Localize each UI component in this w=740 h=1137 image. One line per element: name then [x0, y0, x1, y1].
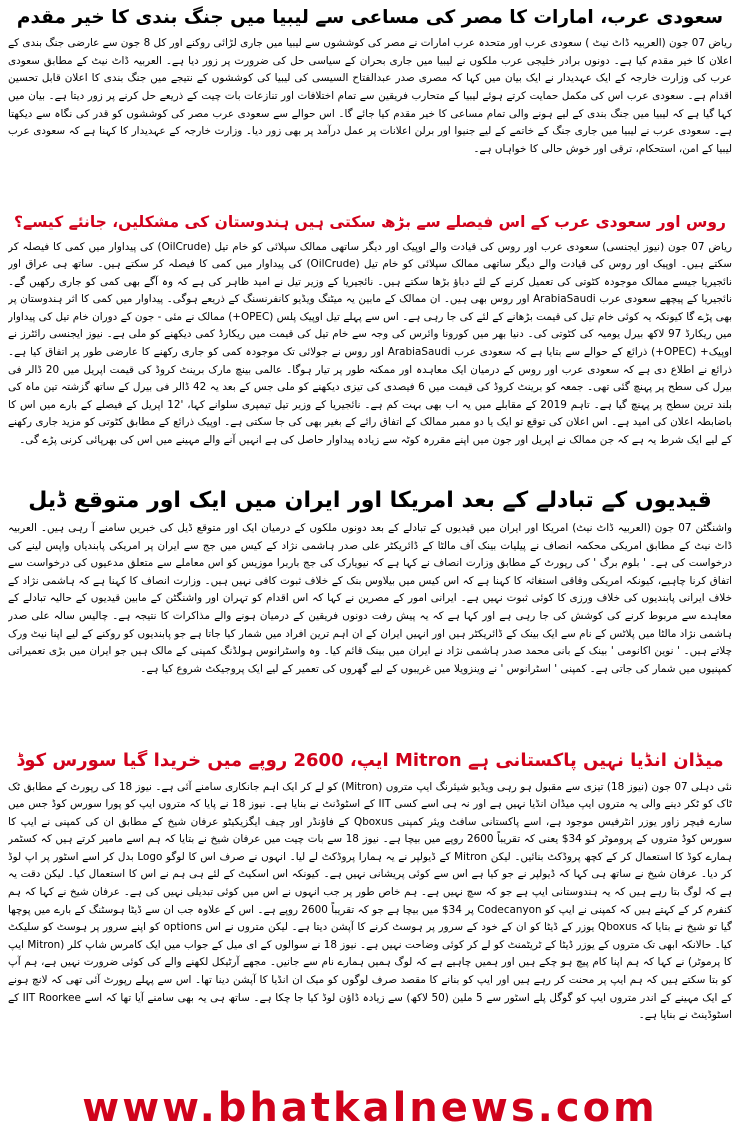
article-headline: قیدیوں کے تبادلے کے بعد امریکا اور ایران میں ایک اور متوقع ڈیل — [28, 487, 712, 513]
article-body: نئی دہلی 07 جون (نیوز 18) تیزی سے مقبول ہو رہی ویڈیو شیئرنگ ایپ متروں (Mitron) کو لے کر ایک اہم جانکاری سامنے آئی ہے۔ نیوز 18 کی رپورٹ کے مطابق ٹک ٹاک کو ٹکر دینے والی یہ متروں ایپ میڈان انڈیا نہیں ہے اور نہ ہی اسے کسی IIT کے اسٹوڈنٹ نے بنایا ہے۔ نیوز 18 نے پایا کہ متروں ایپ کو پورا سورس کوڈ جس میں سارے فیچر زاور یوزر انٹرفیس موجود ہے، اسے پاکستانی سافٹ ویئر کمپنی Qboxus کے فاؤنڈر اور چیف ایگزیکیٹو عرفان شیخ کے مطابق ان کی کمپنی نے ایپ کا سورس کوڈ متروں کے پروموٹر کو 34$ یعنی کہ تقریباً 2600 روپے میں بیچا ہے۔ نیوز 18 سے بات چیت میں عرفان شیخ نے بتایا کہ ہم اسے مامیر کرتے ہیں کہ کسٹمر ہمارے کوڈ کا استعمال کر کے کچھ پروڈکٹ بنائیں۔ لیکن Mitron کے ڈیولپر نے یہ ہمارا پروڈکٹ لے لیا۔ انہوں نے صرف اس کا لوگو Logo بدل کر اسے اسٹور پر اپ لوڈ کر دیا۔ عرفان شیخ نے ساتھ ہی کہا کہ ڈیولپر نے جو کیا ہے اس سے کوئی پریشانی نہیں ہے۔ کیونکہ اس اسکیٹ کے لئے ہی ہم نے اس کا استعمال کیا۔ لیکن دقت یہ ہے کہ لوگ بتا رہے ہیں کہ یہ ہندوستانی ایپ ہے جو کہ سچ نہیں ہے۔ ہم خاص طور پر جب انہوں نے اس میں کوئی تبدیلی نہیں کی ہے۔ عرفان شیخ نے کہا کہ ہم کنفرم کر کے کہتے ہیں کہ کمپنی نے ایپ کو Codecanyon پر 34$ میں بیچا ہے جو کہ تقریباً 2600 روپے ہے۔ اس کے علاوہ جب ان سے ڈیٹا ہوسٹنگ کے بارے میں پوچھا گیا تو شیخ نے بتایا کہ Qboxus یوزر کے ڈیٹا کو ان کے خود کے سرور پر ہوسٹ کرنے کا آپشن دیتا ہے۔ لیکن متروں نے اس options کو اپنے سرور پر ہوسٹ کو سلیکٹ کیا۔ حالانکہ ابھی تک متروں کے یوزر ڈیٹا کے ٹریٹمنٹ کو لے کر کوئی وضاحت نہیں ہے۔ نیوز 18 نے سوالوں کے ای میل کے جواب میں ایک کامرس شاپ کلر (Mitron ایپ کا پرموٹر) نے کہا کہ ہم اپنا کام پیچ ہو چکے ہیں اور ہمیں چاہیے ہے کہ لوگ ہمیں ہمارے نام سے جانیں۔ مجھے آرٹیکل لکھنے والے کی کوئی ضرورت نہیں ہے، ہم آپ کو بتا سکتے ہیں کہ ہم ایپ پر محنت کر رہے ہیں اور ایپ کو بنانے کا مقصد صرف لوگوں کو میک ان انڈیا کا آپشن دینا تھا۔ اس سے پہلے رپورٹ آئی تھی کہ لانچ ہونے کے ایک مہینے کے اندر متروں ایپ کو گوگل پلے اسٹور سے 5 ملین (50 لاکھ) سے زیادہ ڈاؤن لوڈ کیا جا چکا ہے۔ ساتھ ہی یہ بھی سامنے آیا تھا کہ اسے IIT Roorkee کے اسٹوڈینٹ نے بنایا ہے۔ — [8, 780, 732, 1022]
article-headline: سعودی عرب، امارات کا مصر کی مساعی سے لیبیا میں جنگ بندی کا خیر مقدم — [16, 7, 724, 28]
article-body: واشنگٹن 07 جون (العربیہ ڈاٹ نیٹ) امریکا اور ایران میں قیدیوں کے تبادلے کے بعد دونوں ملکوں کے درمیان ایک اور متوقع ڈیل کی خبریں سامنے آ رہی ہیں۔ العربیہ ڈاٹ نیٹ کے مطابق امریکی محکمہ انصاف نے پیلیات بینک آف مالٹا کے ڈائریکٹر علی صدر ہاشمی نژاد کے کیس میں جج سے ایران پر امریکی پابندیاں واپس لینے کی درخواست کی ہے۔ ' بلوم برگ ' کی رپورٹ کے مطابق وزارت انصاف نے کہا ہے کہ نیویارک کی جج باربرا موزیس کو اس معاملے سے متعلق مدعیوں کی درخواست سے اتفاق کرنا چاہیے، کیونکہ امریکی وفاقی استغاثہ کا کہنا ہے کہ اس کیس میں بیلاوس بنک کے خلاف ثبوت کافی نہیں ہیں۔ وزارت انصاف کا کہنا ہے کہ ہاشمی نژاد کے خلاف ایرانی پابندیوں کی خلاف ورزی کا کوئی ثبوت نہیں ہے۔ ایرانی امور کے مصرین نے کہا کہ اس اقدام کو تہران اور واشنگٹن کے مابین قیدیوں کے حالیہ تبادلے کے معاہدے سے مربوط کرنے کی کوشش کی جا رہی ہے اور کہا ہے کہ یہ پیش رفت دونوں فریقین کے درمیان ہونے والے مذاکرات کا نتیجہ ہے۔ چالیس سالہ علی صدر ہاشمی نژاد مالٹا میں پلاٹس کے نام سے ایک بینک کے ڈائریکٹر ہیں اور انہیں ایران کے ان اہم ترین افراد میں شمار کیا جاتا ہے جو پابندیوں کو روکنے کے لیے اپنا نیٹ ورک چلاتے ہیں۔ ' نوین اکانومی ' بینک کے بانی محمد صدر ہاشمی نژاد نے ایران میں بینک قائم کیا۔ وہ واسٹرانوس ہولڈنگ کمپنی کے مالک ہیں جو ایران میں بڑی تعمیراتی کمپنیوں میں شمار کی جاتی ہے۔ کمپنی ' اسٹرانوس ' نے وینزویلا میں غریبوں کے لیے گھروں کی تعمیر کے لیے ایک پروجیکٹ شروع کیا ہے۔ — [8, 522, 732, 675]
article-headline: روس اور سعودی عرب کے اس فیصلے سے بڑھ سکتی ہیں ہندوستان کی مشکلیں، جانئے کیسے؟ — [14, 213, 726, 232]
article-russia-saudi-oil — [8, 213, 732, 484]
article-body: ریاض 07 جون (نیوز ایجنسی) سعودی عرب اور روس کی قیادت والے اوپیک اور دیگر ساتھی ممالک سپلائی کو خام تیل (OilCrude) کی پیداوار میں کمی کا فیصلہ کر سکتے ہیں۔ اوپیک اور روس کی قیادت والے دیگر ساتھی ممالک سپلائی کو خام تیل (OilCrude) کی پیداوار میں کمی کا فیصلہ کر سکتے ہیں۔ ساتھ ہی عراق اور نائجیریا جیسے ممالک موجودہ کٹوتی کی تعمیل کرنے کے لئے دباؤ بڑھا سکتے ہیں۔ نائجیریا کے وزیر تیل نے امید ظاہر کی ہے کہ وہ آگے بھی کمی کو جاری رکھیں گے۔ نائجیریا کے پیچھے سعودی عرب ArabiaSaudi اور روس بھی ہیں۔ ان ممالک کے مابین یہ میٹنگ ویڈیو کانفرنسنگ کے ذریعے ہوگی۔ پیداوار میں کمی کا اثر ہندوستان پر بھی پڑے گا کیونکہ یہ کوئی خام تیل کی قیمت بڑھانے کے لئے کی جا رہی ہے۔ اس سے پہلے تیل اوپیک پلس (OPEC+) ممالک نے مئی - جون کے دوران خام تیل کی پیداوار میں ریکارڈ 97 لاکھ بیرل یومیہ کی کٹوتی کی۔ دنیا بھر میں کورونا وائرس کی وجہ سے خام تیل کی قیمت میں ریکارڈ کمی دیکھنے کو ملی ہے۔ نیوز ایجنسی رائٹرز نے اوپیک+ (OPEC+) ذرائع کے حوالے سے بتایا ہے کہ سعودی عرب ArabiaSaudi اور روس نے جولائی تک موجودہ کمی کو جاری رکھنے کا عارضی طور پر اتفاق کیا ہے۔ ذرائع نے اطلاع دی ہے کہ سعودی عرب اور روس کے درمیان ایک معاہدہ اور ممکنہ طور پر تیار ہوگا۔ عالمی بینچ مارک برینٹ کروڈ کی قیمت اپریل میں 20 ڈالر فی بیرل کی سطح پر پہنچ گئی تھی۔ جمعہ کو برینٹ کروڈ کی قیمت میں 6 فیصدی کی تیزی دیکھنے کو ملی جس کے بعد یہ 42 ڈالر فی بیرل کے ساتھ گزشتہ تین ماہ کی بلند ترین سطح پر پہنچ گیا ہے۔ تاہم 2019 کے مقابلے میں یہ اب بھی بہت کم ہے۔ نائجیریا کے وزیر تیل تیمپری سلوانے کہا، '12 اپریل کے فیصلے کے بارے میں اس کا باضابطہ اعلان کی امید ہے۔ اس اعلان کی توقع تو ایک یا دو ممبر ممالک کے اتفاق رائے کے بغیر بھی کی جا سکتی ہے۔ اوپیک ذرائع کے مطابق کٹوتی کو مزید جاری رکھنے کے لیے ایک شرط یہ ہے کہ جن ممالک نے اپریل اور جون میں اپنے مقررہ کوٹہ سے زیادہ پیداوار حاصل کی ہے انہیں آنے والے مہینے میں اس کی بھرپائی کرنی پڑے گی۔ — [8, 240, 732, 447]
article-body: ریاض 07 جون (العربیہ ڈاٹ نیٹ ) سعودی عرب اور متحدہ عرب امارات نے مصر کی کوششوں سے لیبیا میں جاری لڑائی روکنے اور کل 8 جون سے عارضی جنگ بندی کے اعلان کا خیر مقدم کیا ہے۔ دونوں برادر خلیجی عرب ملکوں نے لیبیا میں جاری بحران کے سیاسی حل کی ضرورت پر زور دیا ہے۔ العربیہ ڈاٹ نیٹ کے مطابق سعودی عرب کی وزارت خارجہ کے ایک عہدیدار نے ایک بیان میں کہا کہ مصری صدر عبدالفتاح السیسی کی لیبیا کی کوششوں کے نتیجے میں جنگ بندی کا اعلان قابل تحسین اقدام ہے۔ سعودی عرب اس کی مکمل حمایت کرتے ہوئے لیبیا کے متحارب فریقین سے تمام اختلافات اور تنازعات بات چیت کے ذریعے حل کرنے پر زور دیتا ہے۔ بیان میں کہا گیا ہے کہ لیبیا میں جنگ بندی کے لیے ہونے والی تمام مساعی کا خیر مقدم کیا جائے گا۔ اس حوالے سے سعودی عرب مصر کی کوششوں کو قدر کی نگاہ سے دیکھتا ہے۔ سعودی عرب نے لیبیا میں جاری جنگ کے خاتمے کے لیے جنیوا اور برلن اعلانات پر عمل درآمد پر بھی زور دیا۔ وزارت خارجہ کے عہدیدار کا کہنا ہے کہ سعودی عرب لیبیا کے امن، استحکام، ترقی اور خوش حالی کا خواہاں ہے۔ — [8, 37, 732, 155]
article-headline: میڈان انڈیا نہیں پاکستانی ہے Mitron ایپ، 2600 روپے میں خریدا گیا سورس کوڈ — [16, 750, 724, 771]
site-watermark: www.bhatkalnews.com — [82, 1085, 658, 1131]
article-us-iran-deal — [8, 487, 732, 749]
article-mitron-app — [8, 750, 732, 1077]
article-saudi-uae-libya — [8, 6, 732, 211]
